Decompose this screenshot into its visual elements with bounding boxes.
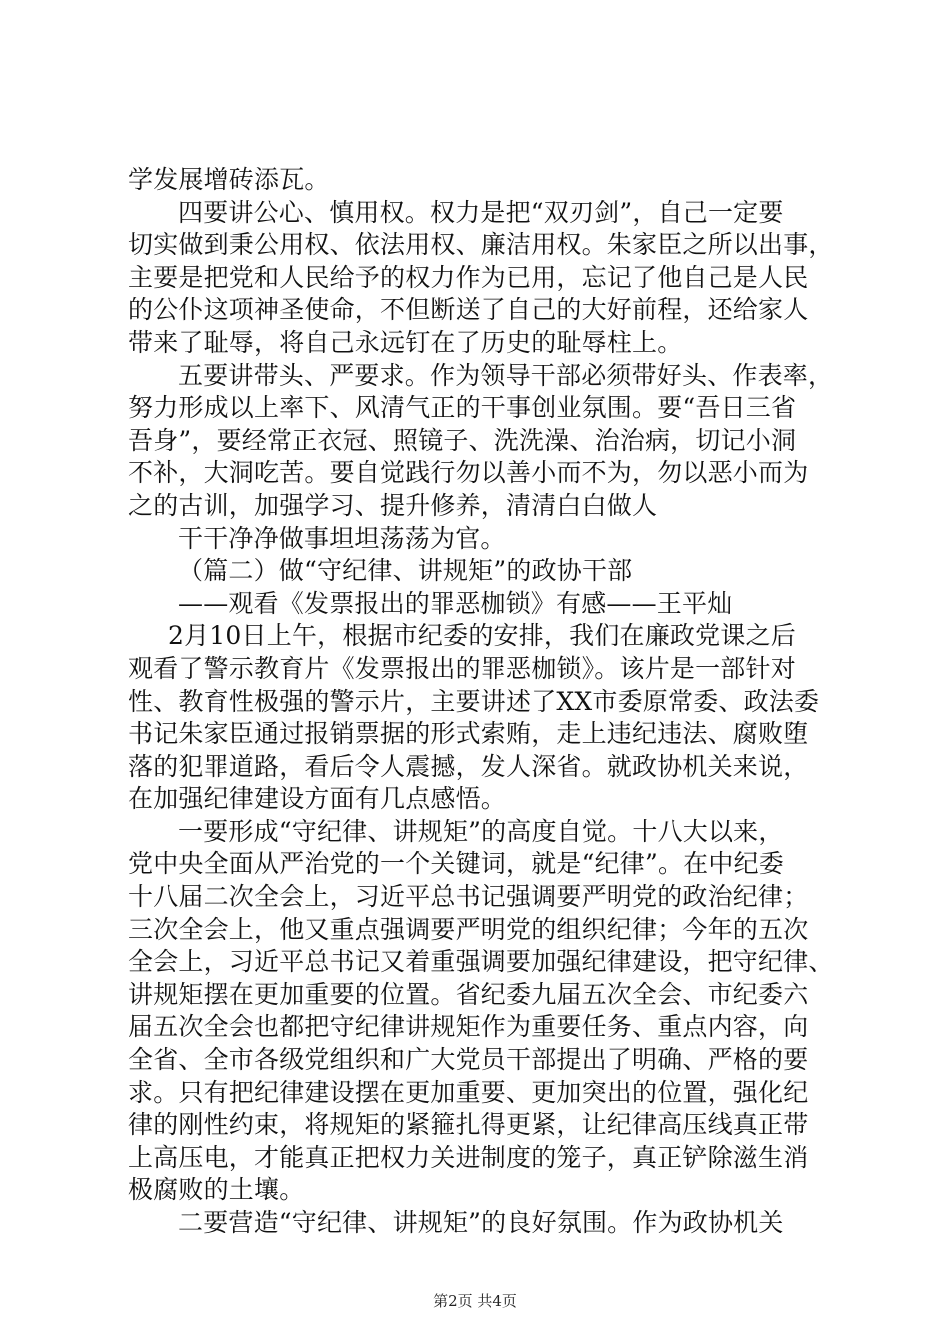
text-line: 极腐败的土壤。	[128, 1175, 305, 1205]
text-line: 五要讲带头、严要求。作为领导干部必须带好头、作表率，	[178, 360, 834, 390]
section-subtitle: ——观看《发票报出的罪恶枷锁》有感——王平灿	[178, 588, 733, 618]
text-line: 的公仆这项神圣使命，不但断送了自己的大好前程，还给家人	[128, 295, 809, 325]
text-line: 2月10日上午，根据市纪委的安排，我们在廉政党课之后	[168, 621, 796, 651]
text-line: 讲规矩摆在更加重要的位置。省纪委九届五次全会、市纪委六	[128, 979, 809, 1009]
text-line: 之的古训，加强学习、提升修养，清清白白做人	[128, 490, 658, 520]
text-line: 四要讲公心、慎用权。权力是把“双刃剑”，自己一定要	[178, 197, 784, 227]
text-line: 学发展增砖添瓦。	[128, 165, 330, 194]
text-line: 全省、全市各级党组织和广大党员干部提出了明确、严格的要	[128, 1045, 809, 1075]
text-line: 吾身”，要经常正衣冠、照镜子、洗洗澡、治治病，切记小洞	[128, 425, 797, 455]
text-line: 届五次全会也都把守纪律讲规矩作为重要任务、重点内容，向	[128, 1012, 809, 1042]
text-line: 性、教育性极强的警示片，主要讲述了XX市委原常委、政法委	[128, 686, 820, 716]
text-line: 律的刚性约束，将规矩的紧箍扎得更紧，让纪律高压线真正带	[128, 1110, 809, 1140]
text-line: 十八届二次全会上，习近平总书记强调要严明党的政治纪律；	[128, 882, 809, 912]
text-line: 落的犯罪道路，看后令人震撼，发人深省。就政协机关来说，	[128, 751, 809, 781]
text-line: 努力形成以上率下、风清气正的干事创业氛围。要“吾日三省	[128, 393, 797, 423]
section-title: （篇二）做“守纪律、讲规矩”的政协干部	[178, 556, 633, 586]
text-line: 书记朱家臣通过报销票据的形式索贿，走上违纪违法、腐败堕	[128, 719, 809, 749]
text-line: 切实做到秉公用权、依法用权、廉洁用权。朱家臣之所以出事，	[128, 230, 834, 260]
text-line: 带来了耻辱，将自己永远钉在了历史的耻辱柱上。	[128, 327, 683, 357]
text-line: 党中央全面从严治党的一个关键词，就是“纪律”。在中纪委	[128, 849, 784, 879]
text-line: 主要是把党和人民给予的权力作为已用，忘记了他自己是人民	[128, 262, 809, 292]
page-footer: 第2页 共4页	[433, 1292, 517, 1310]
body-text	[128, 164, 834, 1240]
text-line: 求。只有把纪律建设摆在更加重要、更加突出的位置，强化纪	[128, 1077, 809, 1107]
text-line: 观看了警示教育片《发票报出的罪恶枷锁》。该片是一部针对	[128, 653, 796, 683]
text-line: 一要形成“守纪律、讲规矩”的高度自觉。十八大以来，	[178, 816, 784, 846]
text-line: 三次全会上，他又重点强调要严明党的组织纪律；今年的五次	[128, 914, 809, 944]
text-line: 在加强纪律建设方面有几点感悟。	[128, 784, 507, 814]
text-line: 上高压电，才能真正把权力关进制度的笼子，真正铲除滋生消	[128, 1142, 809, 1172]
text-line: 干干净净做事坦坦荡荡为官。	[178, 523, 506, 553]
text-line: 全会上，习近平总书记又着重强调要加强纪律建设，把守纪律、	[128, 947, 834, 977]
text-line: 二要营造“守纪律、讲规矩”的良好氛围。作为政协机关	[178, 1208, 784, 1237]
text-line: 不补，大洞吃苦。要自觉践行勿以善小而不为，勿以恶小而为	[128, 458, 809, 488]
